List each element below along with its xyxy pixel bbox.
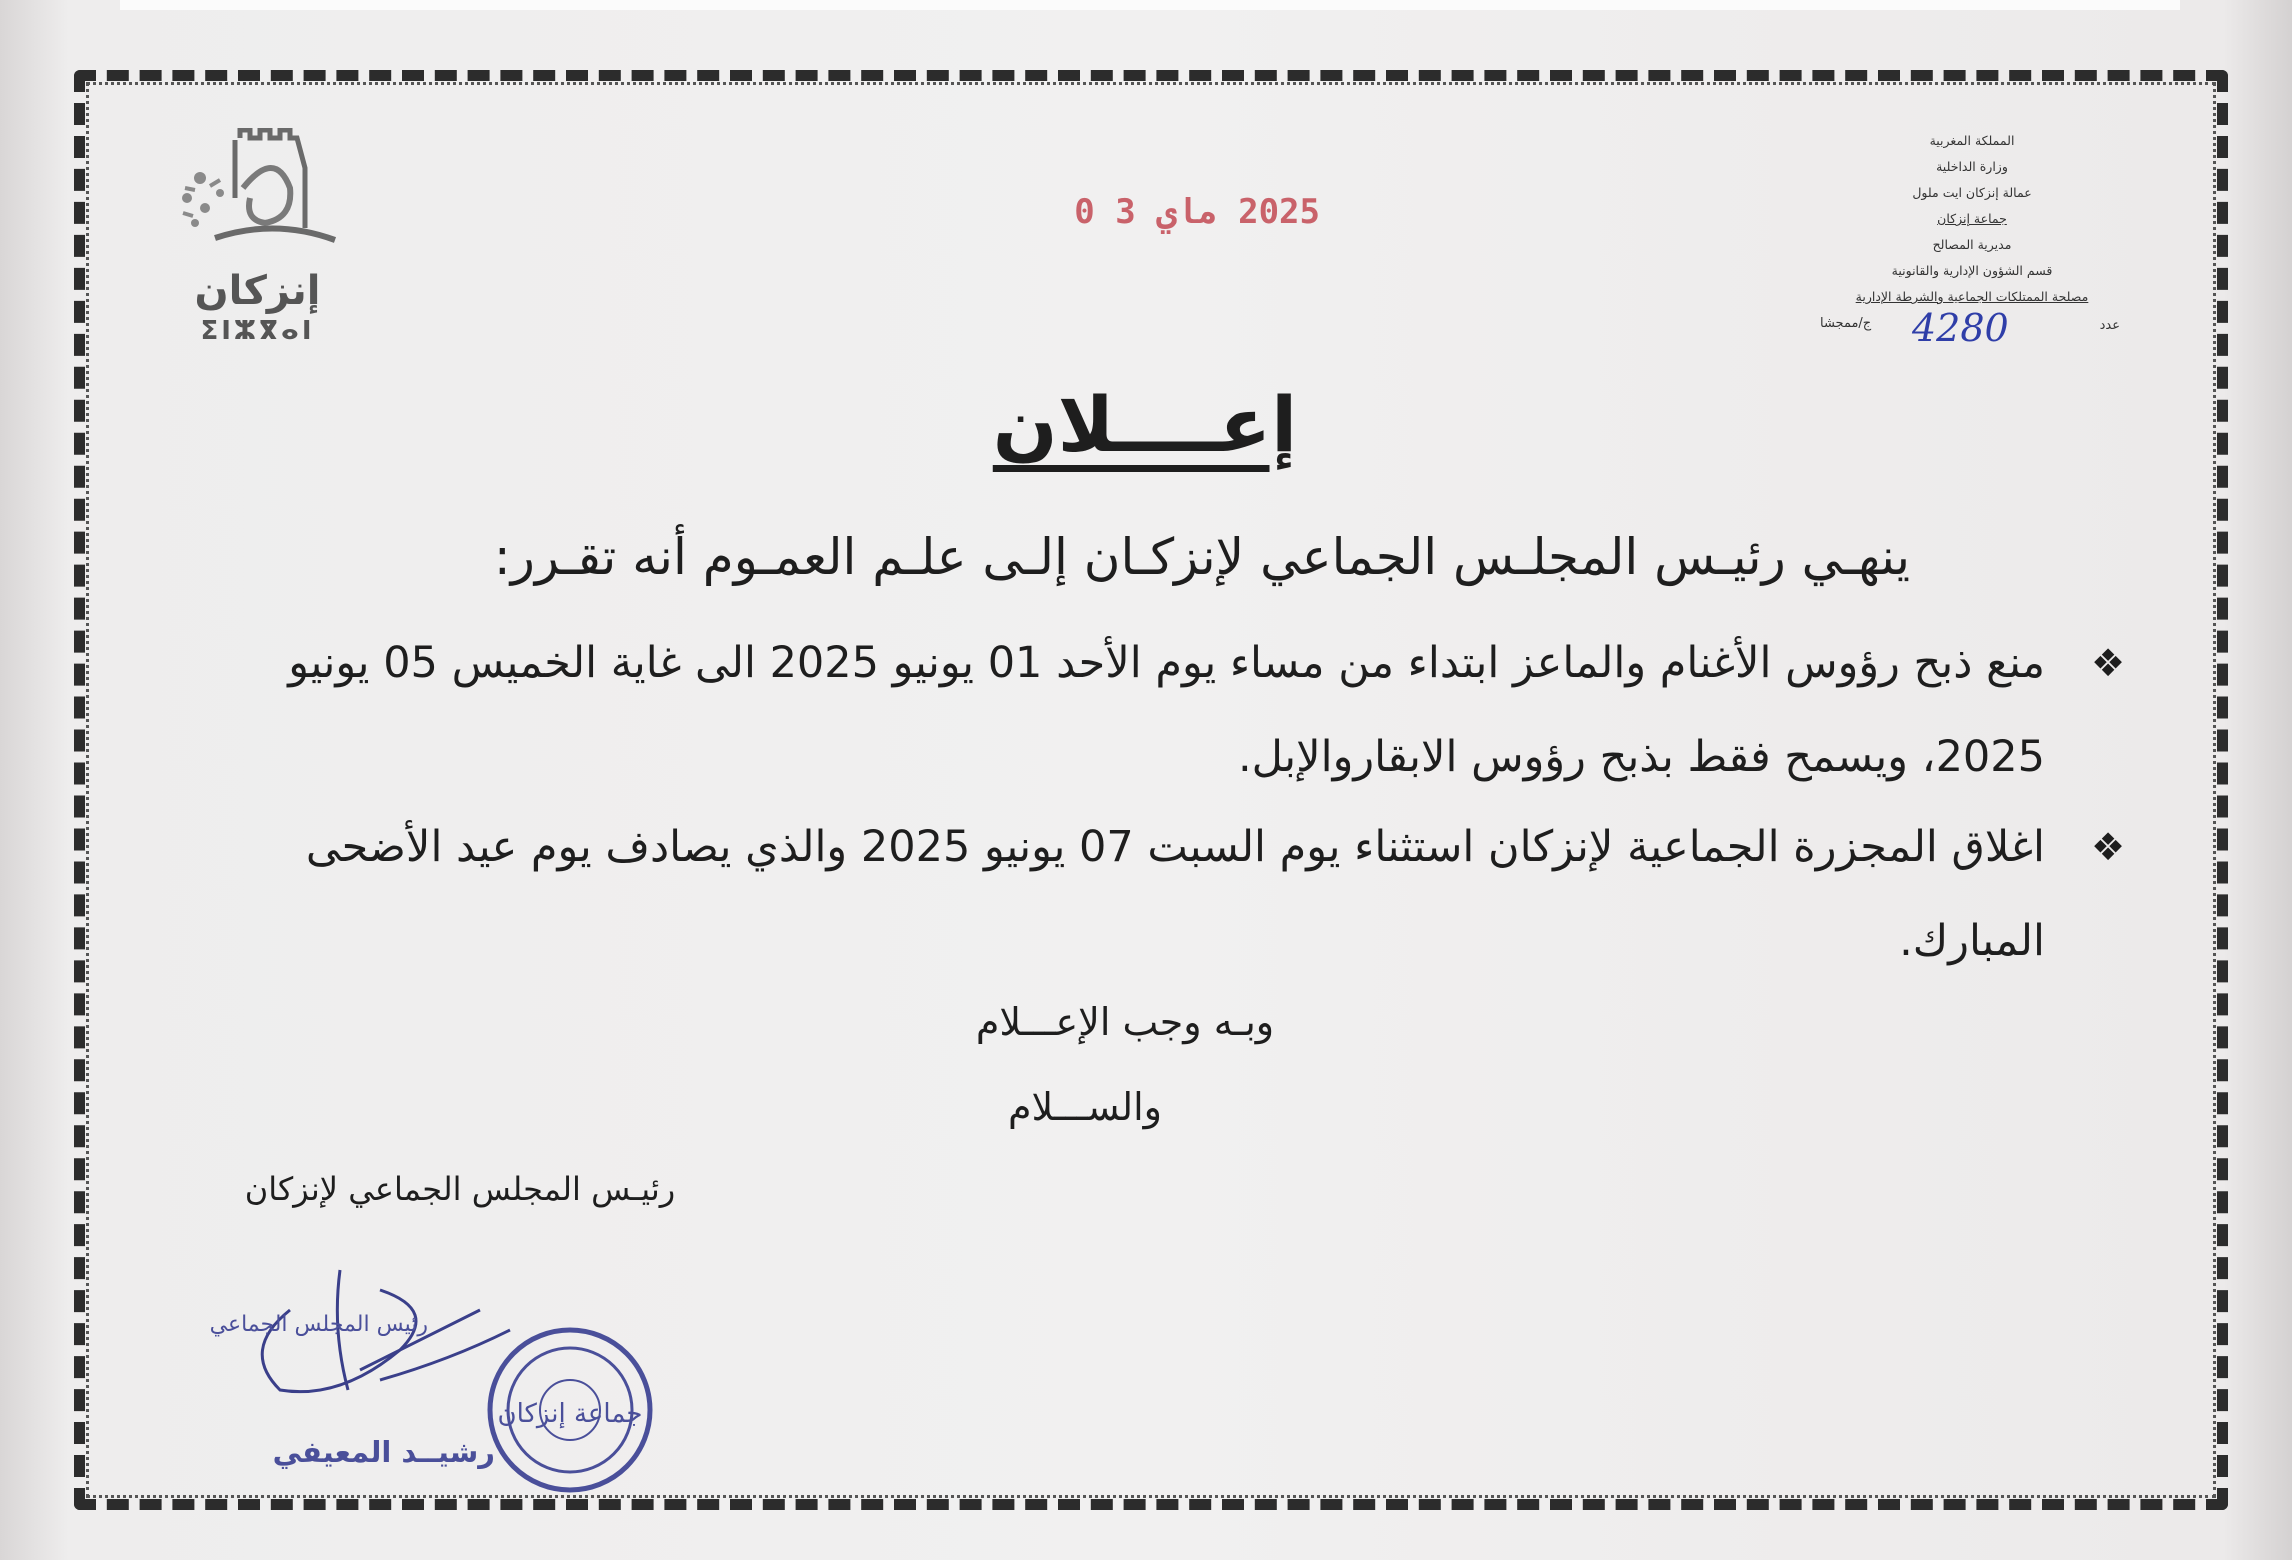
reference-number: 4280 (1912, 306, 2009, 350)
announcement-intro: ينهـي رئيـس المجلـس الجماعي لإنزكـان إلـى علـم العمـوم أنه تقـرر: (493, 528, 1910, 586)
signer-title: رئيـس المجلس الجماعي لإنزكان (244, 1170, 676, 1208)
date-stamp: 2025 ماي 3 0 (1074, 192, 1320, 232)
closing-greeting: والســـلام (1008, 1085, 1162, 1129)
item-line: اغلاق المجزرة الجماعية لإنزكان استثناء يوم السبت 07 يونيو 2025 والذي يصادف يوم عيد الأضحى (305, 822, 2045, 872)
announcement-item (150, 616, 2140, 804)
admin-line: مديرية المصالح (1932, 237, 2012, 252)
admin-line: المملكة المغربية (1929, 133, 2015, 148)
page-title: إعــــلان (992, 380, 1298, 469)
item-line: المبارك. (1899, 916, 2045, 966)
item-line: منع ذبح رؤوس الأغنام والماعز ابتداء من مساء يوم الأحد 01 يونيو 2025 الى غاية الخميس 05 يونيو (288, 638, 2045, 688)
logo-arabic-text: إنزكان (194, 268, 321, 314)
admin-line: عمالة إنزكان ايت ملول (1912, 185, 2032, 200)
item-line: 2025، ويسمح فقط بذبح رؤوس الابقاروالإبل. (1237, 732, 2045, 782)
admin-line: قسم الشؤون الإدارية والقانونية (1891, 263, 2053, 278)
closing-line: وبـه وجب الإعـــلام (975, 1000, 1275, 1044)
stamp-name: رشيــد المعيفي (272, 1435, 495, 1469)
seal-text: جماعة إنزكان (497, 1399, 643, 1429)
reference-code: ج/ممجشا (1820, 316, 1872, 331)
admin-line: مصلحة الممتلكات الجماعية والشرطة الإدارية (1855, 289, 2089, 304)
admin-line: جماعة إنزكان (1937, 211, 2007, 226)
inezgane-logo (165, 128, 350, 346)
reference-prefix: عدد (2099, 318, 2120, 333)
diamond-bullet-icon: ❖ (2090, 641, 2126, 685)
reference-number-line (1820, 306, 2120, 350)
paper-edge (120, 0, 2180, 10)
admin-line: وزارة الداخلية (1936, 159, 2008, 174)
announcement-item (150, 800, 2140, 988)
admin-header (1822, 128, 2122, 310)
stamp-title: رئيس المجلس الجماعي (209, 1312, 428, 1337)
logo-emblem-icon (165, 128, 350, 268)
diamond-bullet-icon: ❖ (2090, 825, 2126, 869)
logo-tifinagh-text: ⵉⵏⵣⴳⴰⵏ (200, 316, 315, 346)
